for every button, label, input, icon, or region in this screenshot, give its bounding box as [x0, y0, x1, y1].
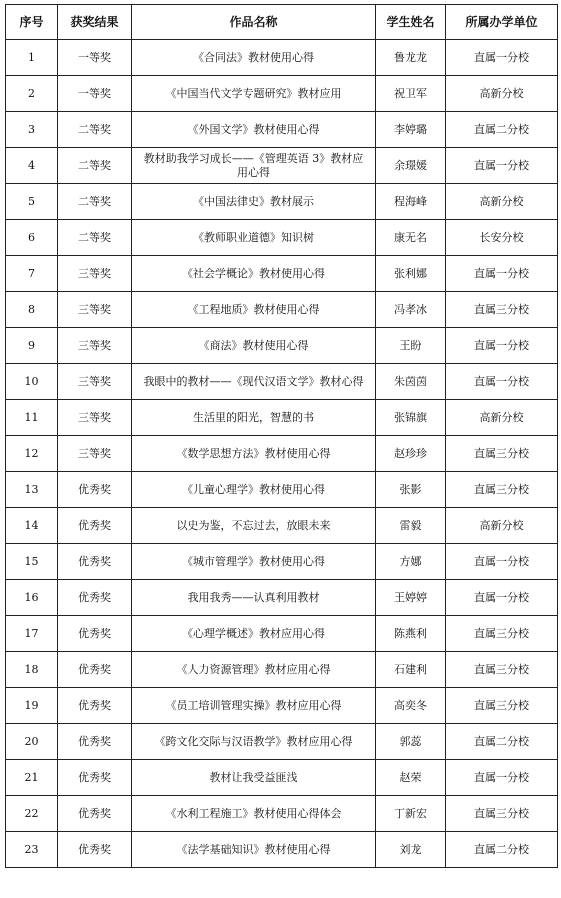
- table-row: [6, 40, 558, 76]
- cell-student-name: 方娜: [376, 544, 446, 580]
- table-body: [6, 40, 558, 868]
- cell-work-title: 《员工培训管理实操》教材应用心得: [132, 688, 376, 724]
- cell-award: 三等奖: [58, 292, 132, 328]
- cell-award: 优秀奖: [58, 472, 132, 508]
- cell-student-name: 张影: [376, 472, 446, 508]
- header-student-name: 学生姓名: [376, 5, 446, 40]
- cell-school-unit: 直属二分校: [446, 832, 558, 868]
- cell-work-title: 《数学思想方法》教材使用心得: [132, 436, 376, 472]
- cell-index: 12: [6, 436, 58, 472]
- table-row: [6, 616, 558, 652]
- table-row: [6, 328, 558, 364]
- cell-index: 7: [6, 256, 58, 292]
- cell-award: 优秀奖: [58, 796, 132, 832]
- cell-work-title: 《心理学概述》教材应用心得: [132, 616, 376, 652]
- cell-award: 三等奖: [58, 256, 132, 292]
- cell-school-unit: 长安分校: [446, 220, 558, 256]
- cell-student-name: 余璟媛: [376, 148, 446, 184]
- cell-award: 二等奖: [58, 184, 132, 220]
- cell-award: 三等奖: [58, 436, 132, 472]
- cell-index: 5: [6, 184, 58, 220]
- cell-student-name: 刘龙: [376, 832, 446, 868]
- cell-work-title: 以史为鉴，不忘过去，放眼未来: [132, 508, 376, 544]
- header-index: 序号: [6, 5, 58, 40]
- cell-index: 2: [6, 76, 58, 112]
- cell-student-name: 陈燕利: [376, 616, 446, 652]
- cell-index: 22: [6, 796, 58, 832]
- cell-index: 16: [6, 580, 58, 616]
- cell-index: 20: [6, 724, 58, 760]
- header-award: 获奖结果: [58, 5, 132, 40]
- cell-school-unit: 直属一分校: [446, 544, 558, 580]
- cell-work-title: 《合同法》教材使用心得: [132, 40, 376, 76]
- table-row: [6, 796, 558, 832]
- cell-school-unit: 直属一分校: [446, 760, 558, 796]
- cell-award: 优秀奖: [58, 616, 132, 652]
- cell-student-name: 程海峰: [376, 184, 446, 220]
- cell-index: 17: [6, 616, 58, 652]
- cell-award: 一等奖: [58, 76, 132, 112]
- cell-work-title: 《法学基础知识》教材使用心得: [132, 832, 376, 868]
- cell-work-title: 《外国文学》教材使用心得: [132, 112, 376, 148]
- cell-award: 优秀奖: [58, 724, 132, 760]
- cell-index: 10: [6, 364, 58, 400]
- cell-award: 三等奖: [58, 400, 132, 436]
- table-header-row: [6, 5, 558, 40]
- cell-work-title: 《教师职业道德》知识树: [132, 220, 376, 256]
- cell-award: 优秀奖: [58, 832, 132, 868]
- cell-work-title: 《水利工程施工》教材使用心得体会: [132, 796, 376, 832]
- table-row: [6, 148, 558, 184]
- cell-school-unit: 直属一分校: [446, 364, 558, 400]
- cell-award: 一等奖: [58, 40, 132, 76]
- cell-student-name: 王婷婷: [376, 580, 446, 616]
- cell-index: 23: [6, 832, 58, 868]
- cell-school-unit: 高新分校: [446, 508, 558, 544]
- table-row: [6, 184, 558, 220]
- cell-index: 9: [6, 328, 58, 364]
- table-row: [6, 652, 558, 688]
- cell-index: 14: [6, 508, 58, 544]
- cell-school-unit: 直属三分校: [446, 796, 558, 832]
- cell-award: 优秀奖: [58, 580, 132, 616]
- table-row: [6, 760, 558, 796]
- cell-school-unit: 直属三分校: [446, 688, 558, 724]
- table-row: [6, 436, 558, 472]
- cell-student-name: 雷毅: [376, 508, 446, 544]
- cell-school-unit: 直属一分校: [446, 328, 558, 364]
- cell-student-name: 张利娜: [376, 256, 446, 292]
- cell-award: 三等奖: [58, 364, 132, 400]
- cell-work-title: 生活里的阳光，智慧的书: [132, 400, 376, 436]
- cell-award: 优秀奖: [58, 544, 132, 580]
- table-row: [6, 76, 558, 112]
- table-row: [6, 292, 558, 328]
- cell-school-unit: 直属三分校: [446, 292, 558, 328]
- cell-student-name: 鲁龙龙: [376, 40, 446, 76]
- cell-index: 8: [6, 292, 58, 328]
- cell-award: 二等奖: [58, 220, 132, 256]
- cell-work-title: 教材让我受益匪浅: [132, 760, 376, 796]
- cell-student-name: 高奕冬: [376, 688, 446, 724]
- cell-award: 优秀奖: [58, 688, 132, 724]
- table-row: [6, 832, 558, 868]
- cell-work-title: 《中国法律史》教材展示: [132, 184, 376, 220]
- table-row: [6, 508, 558, 544]
- cell-school-unit: 高新分校: [446, 400, 558, 436]
- cell-work-title: 《商法》教材使用心得: [132, 328, 376, 364]
- cell-award: 优秀奖: [58, 508, 132, 544]
- cell-work-title: 《中国当代文学专题研究》教材应用: [132, 76, 376, 112]
- table-row: [6, 364, 558, 400]
- cell-school-unit: 直属三分校: [446, 652, 558, 688]
- table-row: [6, 688, 558, 724]
- cell-award: 优秀奖: [58, 652, 132, 688]
- cell-index: 3: [6, 112, 58, 148]
- cell-index: 4: [6, 148, 58, 184]
- table-row: [6, 724, 558, 760]
- table-row: [6, 580, 558, 616]
- table-row: [6, 472, 558, 508]
- cell-school-unit: 高新分校: [446, 184, 558, 220]
- cell-school-unit: 直属三分校: [446, 616, 558, 652]
- cell-student-name: 朱茵茵: [376, 364, 446, 400]
- cell-index: 18: [6, 652, 58, 688]
- cell-school-unit: 直属一分校: [446, 256, 558, 292]
- cell-work-title: 《人力资源管理》教材应用心得: [132, 652, 376, 688]
- cell-student-name: 赵荣: [376, 760, 446, 796]
- cell-index: 15: [6, 544, 58, 580]
- cell-work-title: 《社会学概论》教材使用心得: [132, 256, 376, 292]
- cell-work-title: 《跨文化交际与汉语教学》教材应用心得: [132, 724, 376, 760]
- cell-student-name: 石建利: [376, 652, 446, 688]
- cell-work-title: 我眼中的教材——《现代汉语文学》教材心得: [132, 364, 376, 400]
- cell-student-name: 王盼: [376, 328, 446, 364]
- table-row: [6, 220, 558, 256]
- table-row: [6, 256, 558, 292]
- cell-school-unit: 直属一分校: [446, 40, 558, 76]
- cell-work-title: 《城市管理学》教材使用心得: [132, 544, 376, 580]
- cell-student-name: 康无名: [376, 220, 446, 256]
- cell-index: 1: [6, 40, 58, 76]
- cell-index: 11: [6, 400, 58, 436]
- cell-work-title: 《儿童心理学》教材使用心得: [132, 472, 376, 508]
- cell-school-unit: 直属二分校: [446, 112, 558, 148]
- cell-student-name: 赵珍珍: [376, 436, 446, 472]
- table-row: [6, 544, 558, 580]
- cell-work-title: 我用我秀——认真利用教材: [132, 580, 376, 616]
- cell-award: 优秀奖: [58, 760, 132, 796]
- cell-index: 19: [6, 688, 58, 724]
- cell-student-name: 冯孝冰: [376, 292, 446, 328]
- table-row: [6, 400, 558, 436]
- cell-school-unit: 直属二分校: [446, 724, 558, 760]
- header-school-unit: 所属办学单位: [446, 5, 558, 40]
- cell-work-title: 《工程地质》教材使用心得: [132, 292, 376, 328]
- cell-student-name: 祝卫军: [376, 76, 446, 112]
- cell-school-unit: 直属一分校: [446, 580, 558, 616]
- table-row: [6, 112, 558, 148]
- cell-award: 二等奖: [58, 112, 132, 148]
- cell-student-name: 丁新宏: [376, 796, 446, 832]
- header-work-title: 作品名称: [132, 5, 376, 40]
- cell-school-unit: 直属三分校: [446, 472, 558, 508]
- cell-index: 21: [6, 760, 58, 796]
- cell-school-unit: 直属一分校: [446, 148, 558, 184]
- cell-work-title: 教材助我学习成长——《管理英语 3》教材应用心得: [132, 148, 376, 184]
- cell-student-name: 李婷璐: [376, 112, 446, 148]
- cell-award: 二等奖: [58, 148, 132, 184]
- cell-award: 三等奖: [58, 328, 132, 364]
- cell-student-name: 郭蕊: [376, 724, 446, 760]
- cell-index: 6: [6, 220, 58, 256]
- cell-student-name: 张锦旗: [376, 400, 446, 436]
- cell-index: 13: [6, 472, 58, 508]
- awards-table: [5, 4, 558, 868]
- cell-school-unit: 高新分校: [446, 76, 558, 112]
- cell-school-unit: 直属三分校: [446, 436, 558, 472]
